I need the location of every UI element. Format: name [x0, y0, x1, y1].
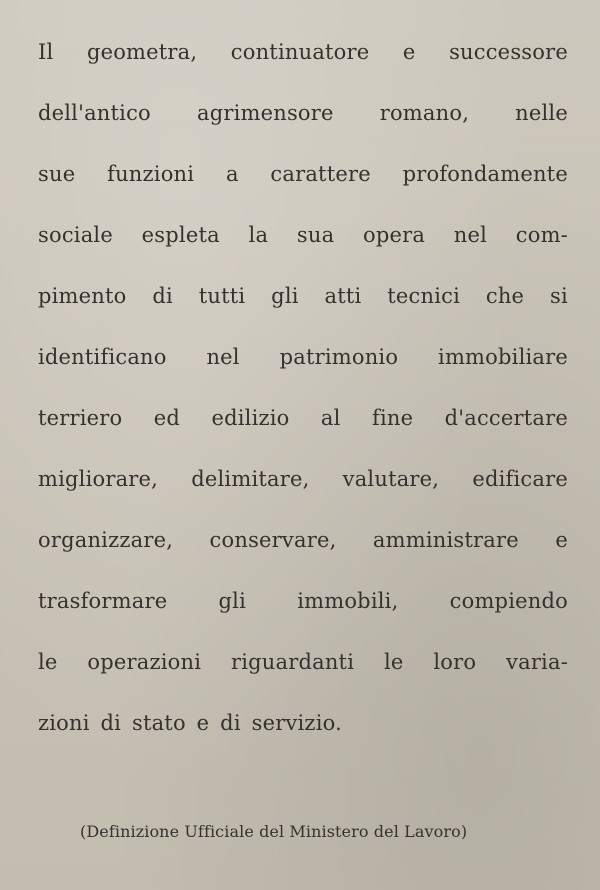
word: geometra,: [86, 40, 198, 64]
word: si: [550, 284, 568, 308]
footnote-attribution: (Definizione Ufficiale del Ministero del Lavoro): [80, 822, 468, 841]
word: successore: [449, 40, 568, 64]
word: organizzare,: [38, 528, 174, 552]
word: ed: [153, 406, 181, 430]
word: gli: [218, 589, 246, 613]
word: operazioni: [87, 650, 202, 674]
word: immobili,: [297, 589, 399, 613]
word: profondamente: [402, 162, 568, 186]
word: edilizio: [211, 406, 290, 430]
text-line: [38, 91, 568, 152]
word: edificare: [472, 467, 568, 491]
word: immobiliare: [438, 345, 568, 369]
word: nel: [206, 345, 240, 369]
word: compiendo: [449, 589, 568, 613]
text-line: [38, 396, 568, 457]
word: loro: [433, 650, 477, 674]
word: com-: [515, 223, 568, 247]
text-line: [38, 640, 568, 701]
text-line: [38, 274, 568, 335]
word: di: [152, 284, 173, 308]
word: che: [485, 284, 525, 308]
text-line: [38, 518, 568, 579]
word: le: [383, 650, 404, 674]
word: la: [248, 223, 269, 247]
body-text: [38, 30, 568, 762]
word: e: [555, 528, 568, 552]
word: sociale: [38, 223, 113, 247]
word: migliorare,: [38, 467, 159, 491]
word: sue: [38, 162, 76, 186]
word: patrimonio: [279, 345, 399, 369]
text-line: [38, 457, 568, 518]
word: nelle: [515, 101, 568, 125]
word: Il: [38, 40, 54, 64]
word: terriero: [38, 406, 123, 430]
word: d'accertare: [444, 406, 568, 430]
word: trasformare: [38, 589, 168, 613]
word: romano,: [379, 101, 470, 125]
word: sua: [296, 223, 335, 247]
word: e: [402, 40, 416, 64]
word: agrimensore: [196, 101, 334, 125]
word: al: [320, 406, 341, 430]
word: amministrare: [372, 528, 519, 552]
word: continuatore: [230, 40, 370, 64]
word: funzioni: [107, 162, 195, 186]
word: atti: [324, 284, 362, 308]
text-line: zioni di stato e di servizio.: [38, 711, 342, 735]
word: riguardanti: [230, 650, 355, 674]
word: dell'antico: [38, 101, 151, 125]
word: identificano: [38, 345, 167, 369]
text-line: [38, 579, 568, 640]
text-line: [38, 335, 568, 396]
word: gli: [271, 284, 299, 308]
word: a: [225, 162, 239, 186]
word: opera: [363, 223, 426, 247]
word: pimento: [38, 284, 127, 308]
word: tecnici: [387, 284, 461, 308]
word: le: [38, 650, 58, 674]
text-line: [38, 152, 568, 213]
word: varia-: [506, 650, 568, 674]
word: fine: [371, 406, 414, 430]
word: nel: [453, 223, 488, 247]
word: carattere: [270, 162, 371, 186]
word: espleta: [141, 223, 220, 247]
word: valutare,: [342, 467, 440, 491]
text-line: [38, 213, 568, 274]
word: tutti: [198, 284, 246, 308]
word: conservare,: [209, 528, 337, 552]
word: delimitare,: [191, 467, 310, 491]
text-line: [38, 30, 568, 91]
